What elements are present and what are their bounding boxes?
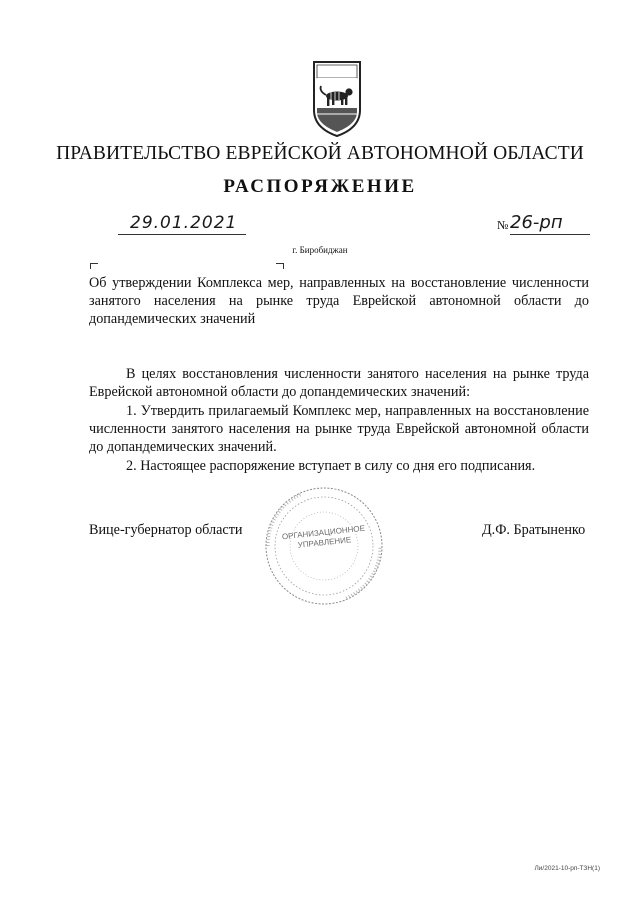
document-date: 29.01.2021 [130,213,238,233]
subject-bracket-right [276,263,284,269]
document-number: 26-рп [510,212,563,233]
footer-code: Ли/2021-10-рп-ТЗН(1) [534,865,600,872]
signer-name: Д.Ф. Братыненко [482,522,586,538]
document-type: РАСПОРЯЖЕНИЕ [223,176,417,197]
number-underline [510,234,590,235]
city-label: г. Биробиджан [292,245,348,255]
subject-bracket-left [90,263,98,269]
number-sign: № [497,218,509,232]
document-subject: Об утверждении Комплекса мер, направленных на восстановление численности занятого населения на рынке труда Еврейской автономной области до допандемических значений [89,275,589,327]
government-title: ПРАВИТЕЛЬСТВО ЕВРЕЙСКОЙ АВТОНОМНОЙ ОБЛАСТИ [56,143,584,164]
body-preamble: В целях восстановления численности занятого населения на рынке труда Еврейской автономной области до допандемических значений: [89,366,589,400]
signer-position: Вице-губернатор области [89,522,243,538]
date-underline [118,234,246,235]
stamp-text: ОРГАНИЗАЦИОННОЕ УПРАВЛЕНИЕ [281,523,366,550]
body-item-1: 1. Утвердить прилагаемый Комплекс мер, направленных на восстановление численности занятого населения на рынке труда Еврейской автономной области до допандемических значений. [89,403,589,455]
coat-of-arms-icon [306,58,368,138]
body-item-2: 2. Настоящее распоряжение вступает в силу со дня его подписания. [126,458,536,474]
